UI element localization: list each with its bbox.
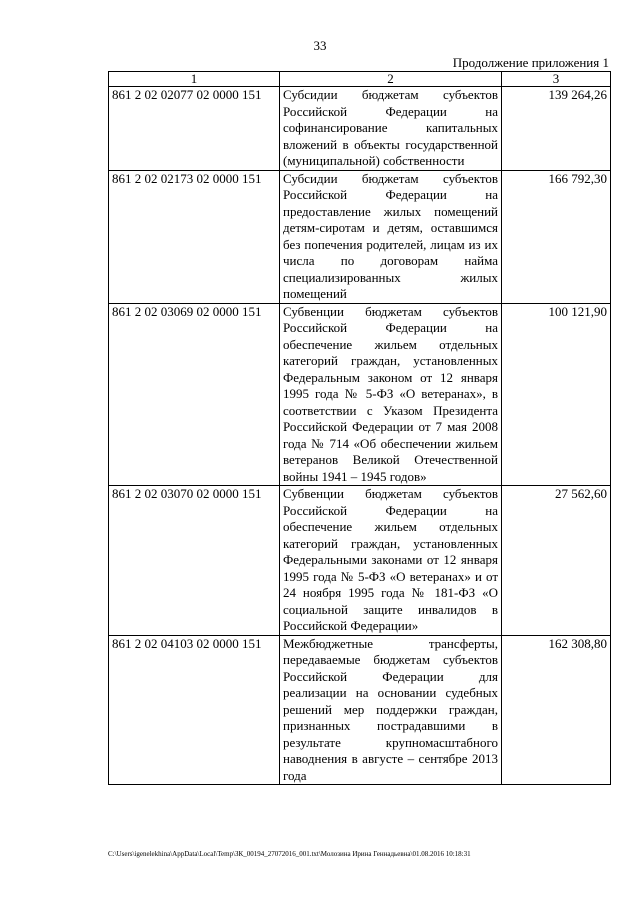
column-header-code: 1 xyxy=(109,72,280,87)
row-description: Субсидии бюджетам субъектов Российской Федерации на софинансирование капитальных вложений в объекты государственной (муниципальной) собственности xyxy=(280,87,502,171)
footer-file-path: C:\Users\igenelekhina\AppData\Local\Temp\ЗК_00194_27072016_001.txt\Молозина Ирина Геннадьевна\01.08.2016 10:18:31 xyxy=(108,850,471,858)
row-description: Субсидии бюджетам субъектов Российской Федерации на предоставление жилых помещений детям-сиротам и детям, оставшимся без попечения родителей, лицам из их числа по договорам найма специализированных жилых помещений xyxy=(280,170,502,303)
row-code: 861 2 02 02077 02 0000 151 xyxy=(109,87,280,171)
row-code: 861 2 02 03069 02 0000 151 xyxy=(109,303,280,486)
row-description: Межбюджетные трансферты, передаваемые бюджетам субъектов Российской Федерации для реализации на основании судебных решений мер поддержки граждан, признанных пострадавшими в результате крупномасштабного наводнения в августе – сентябре 2013 года xyxy=(280,635,502,785)
table-row xyxy=(109,170,611,303)
row-amount: 139 264,26 xyxy=(502,87,611,171)
row-code: 861 2 02 02173 02 0000 151 xyxy=(109,170,280,303)
column-header-description: 2 xyxy=(280,72,502,87)
budget-table xyxy=(108,71,611,785)
table-row xyxy=(109,87,611,171)
table-row xyxy=(109,635,611,785)
row-amount: 27 562,60 xyxy=(502,486,611,636)
continuation-caption: Продолжение приложения 1 xyxy=(452,55,609,70)
row-description: Субвенции бюджетам субъектов Российской Федерации на обеспечение жильем отдельных категорий граждан, установленных Федеральными законами от 12 января 1995 года № 5-ФЗ «О ветеранах» и от 24 ноября 1995 года № 181-ФЗ «О социальной защите инвалидов в Российской Федерации» xyxy=(280,486,502,636)
row-amount: 100 121,90 xyxy=(502,303,611,486)
row-amount: 162 308,80 xyxy=(502,635,611,785)
page-number: 33 xyxy=(313,38,327,53)
column-header-amount: 3 xyxy=(502,72,611,87)
row-amount: 166 792,30 xyxy=(502,170,611,303)
row-code: 861 2 02 03070 02 0000 151 xyxy=(109,486,280,636)
table-row xyxy=(109,303,611,486)
table-row xyxy=(109,486,611,636)
row-description: Субвенции бюджетам субъектов Российской Федерации на обеспечение жильем отдельных категорий граждан, установленных Федеральным законом от 12 января 1995 года № 5-ФЗ «О ветеранах», в соответствии с Указом Президента Российской Федерации от 7 мая 2008 года № 714 «Об обеспечении жильем ветеранов Великой Отечественной войны 1941 – 1945 годов» xyxy=(280,303,502,486)
table-header-row xyxy=(109,72,611,87)
row-code: 861 2 02 04103 02 0000 151 xyxy=(109,635,280,785)
